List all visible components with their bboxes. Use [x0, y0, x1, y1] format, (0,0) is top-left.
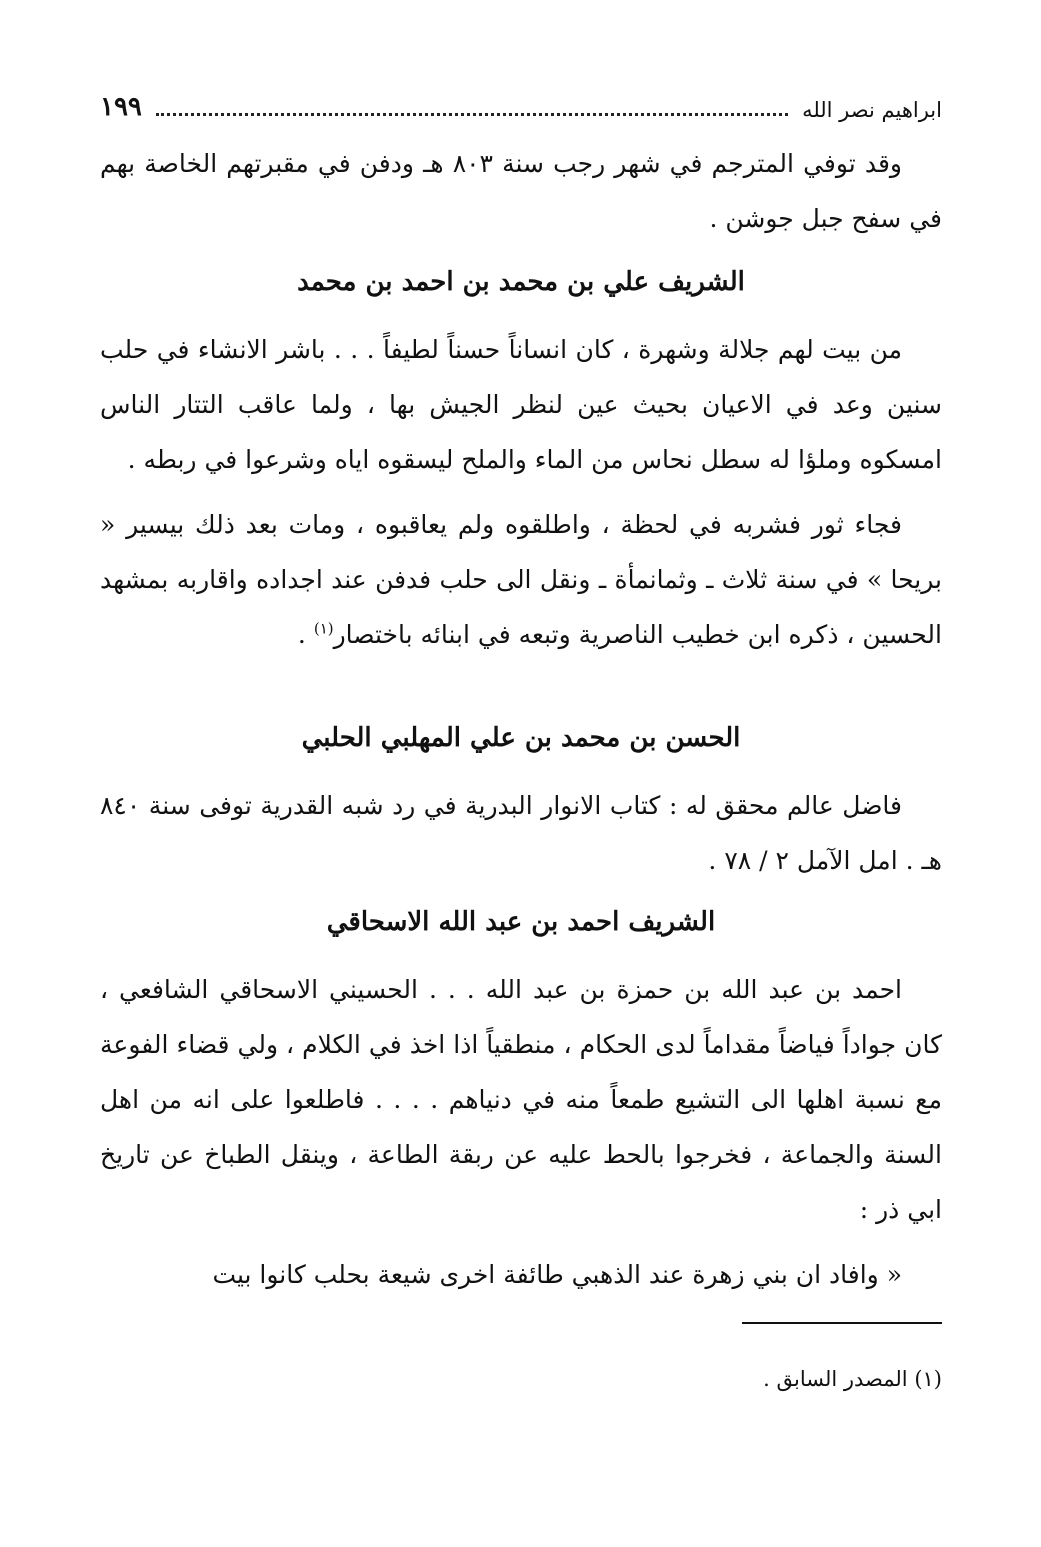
section2-heading: الحسن بن محمد بن علي المهلبي الحلبي — [301, 723, 741, 753]
intro-paragraph: وقد توفي المترجم في شهر رجب سنة ٨٠٣ هـ ودفن في مقبرتهم الخاصة بهم في سفح جبل جوشن . — [100, 149, 942, 233]
section2-text — [100, 778, 942, 888]
page-number: ١٩٩ — [100, 92, 142, 122]
section1-paragraph2 — [100, 497, 942, 662]
running-header — [100, 82, 942, 122]
section3-text — [100, 962, 942, 1302]
section1-paragraph2-end: . — [297, 620, 314, 649]
header-dot-leader — [156, 112, 788, 116]
section3-paragraph2: « وافاد ان بني زهرة عند الذهبي طائفة اخرى شيعة بحلب كانوا بيت — [212, 1260, 902, 1289]
footnote-separator — [742, 1322, 942, 1324]
footnote: (١) المصدر السابق . — [763, 1367, 942, 1391]
section1-paragraph1: من بيت لهم جلالة وشهرة ، كان انساناً حسناً لطيفاً . . . باشر الانشاء في حلب سنين وعد في الاعيان بحيث عين لنظر الجيش بها ، ولما عاقب التتار الناس امسكوه وملؤا له سطل نحاس من الماء والملح ليسقوه اياه وشرعوا في ربطه . — [100, 335, 942, 474]
section1-heading: الشريف علي بن محمد بن احمد بن محمد — [297, 267, 745, 297]
section2-paragraph1: فاضل عالم محقق له : كتاب الانوار البدرية في رد شبه القدرية توفى سنة ٨٤٠ هـ . امل الآمل ٢ / ٧٨ . — [100, 791, 942, 875]
section3-heading: الشريف احمد بن عبد الله الاسحاقي — [326, 907, 716, 937]
header-author: ابراهيم نصر الله — [802, 98, 942, 122]
intro-block — [100, 136, 942, 246]
footnote-marker: (١) — [313, 619, 334, 638]
section3-paragraph1: احمد بن عبد الله بن حمزة بن عبد الله . . . الحسيني الاسحاقي الشافعي ، كان جواداً فياضاً مقداماً لدى الحكام ، منطقياً اذا اخذ في الكلام ، ولي قضاء الفوعة مع نسبة اهلها الى التشيع طمعاً منه في دنياهم . . . . فاطلعوا على انه من اهل السنة والجماعة ، فخرجوا بالحط عليه عن ربقة الطاعة ، وينقل الطباخ عن تاريخ ابي ذر : — [100, 975, 942, 1224]
section1-text — [100, 322, 942, 662]
section1-paragraph2-text: فجاء ثور فشربه في لحظة ، واطلقوه ولم يعاقبوه ، ومات بعد ذلك بيسير « بريحا » في سنة ثلاث ـ وثمانمأة ـ ونقل الى حلب فدفن عند اجداده واقاربه بمشهد الحسين ، ذكره ابن خطيب الناصرية وتبعه في ابنائه باختصار — [100, 510, 943, 649]
